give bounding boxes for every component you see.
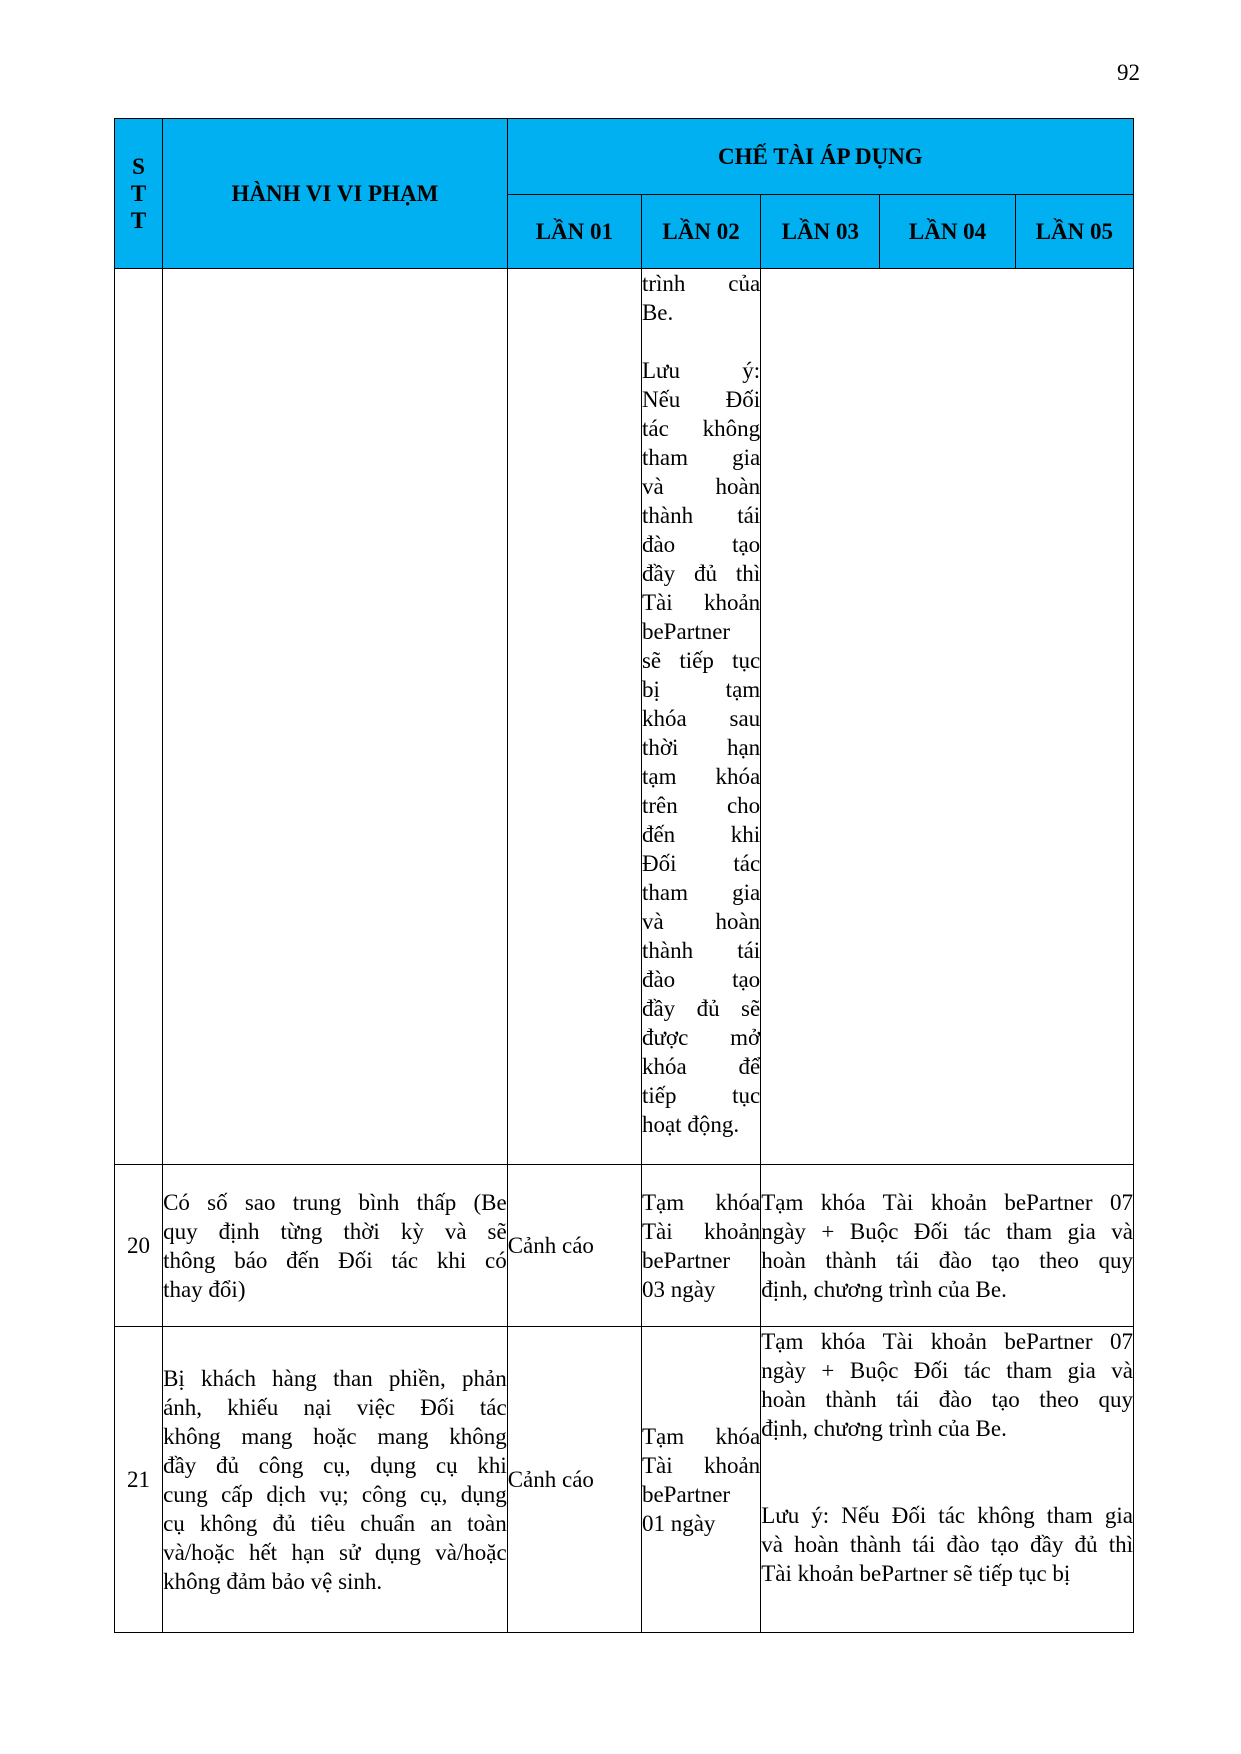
- text-line: và hoàn: [641, 474, 761, 499]
- text-line: tham gia: [641, 445, 761, 470]
- text-line: hoàn thành tái đào tạo theo quy: [761, 1387, 1133, 1412]
- text-line: đến khi: [641, 822, 761, 847]
- header-sanction-group: CHẾ TÀI ÁP DỤNG: [507, 119, 1133, 195]
- text-line: thành tái: [641, 503, 761, 528]
- cell-lan03-05: [761, 1327, 1134, 1633]
- text-line: 01 ngày: [641, 1510, 716, 1536]
- text-line: sẽ tiếp tục: [641, 648, 761, 673]
- text-line: Có số sao trung bình thấp (Be: [163, 1189, 507, 1215]
- text-line: [761, 1443, 1133, 1472]
- text-line: được mở: [641, 1025, 761, 1050]
- text-line: 03 ngày: [641, 1276, 716, 1302]
- text-line: [761, 1472, 1133, 1501]
- text-line: Be.: [641, 300, 674, 325]
- cell-lan02: [641, 1327, 760, 1633]
- cell-lan01-empty: [507, 269, 641, 1165]
- text-line: Lưu ý: Nếu Đối tác không tham gia: [761, 1503, 1133, 1528]
- sanctions-table: [114, 118, 1134, 1633]
- text-line: không mang hoặc mang không: [163, 1423, 507, 1449]
- cell-stt-empty: [115, 269, 163, 1165]
- text-line: đào tạo: [641, 967, 761, 992]
- stt-letter: T: [130, 208, 147, 233]
- stt-letter: T: [130, 181, 147, 206]
- text-line: bePartner: [641, 1247, 731, 1273]
- page-number: 92: [1117, 60, 1140, 85]
- text-line: trên cho: [641, 793, 761, 818]
- cell-lan01: Cảnh cáo: [507, 1165, 641, 1327]
- text-line: Bị khách hàng than phiền, phản: [163, 1365, 507, 1391]
- text-line: khóa để: [641, 1054, 761, 1079]
- text-line: thông báo đến Đối tác khi có: [163, 1247, 507, 1273]
- text-line: Tài khoản: [641, 590, 761, 615]
- text-line: và/hoặc hết hạn sử dụng và/hoặc: [163, 1539, 507, 1565]
- text-line: quy định từng thời kỳ và sẽ: [163, 1218, 507, 1244]
- stt-letter: S: [132, 154, 145, 179]
- text-line: Tài khoản: [641, 1452, 761, 1478]
- text-line: định, chương trình của Be.: [761, 1276, 1007, 1302]
- table-row: [115, 1165, 1134, 1327]
- text-line: Tạm khóa Tài khoản bePartner 07: [761, 1189, 1133, 1215]
- text-line: Tạm khóa: [641, 1189, 761, 1215]
- cell-lan02-continuation: [641, 269, 760, 1165]
- text-line: Tài khoản bePartner sẽ tiếp tục bị: [761, 1561, 1071, 1586]
- text-line: đầy đủ sẽ: [641, 996, 761, 1021]
- text-line: tạm khóa: [641, 764, 761, 789]
- header-lan-01: LẦN 01: [507, 195, 641, 269]
- text-line: cung cấp dịch vụ; công cụ, dụng: [163, 1481, 507, 1507]
- text-line: Tạm khóa: [641, 1423, 761, 1449]
- text-line: thay đổi): [163, 1276, 246, 1302]
- text-line: ngày + Buộc Đối tác tham gia và: [761, 1358, 1133, 1383]
- text-line: Tạm khóa Tài khoản bePartner 07: [761, 1329, 1133, 1354]
- cell-lan01: Cảnh cáo: [507, 1327, 641, 1633]
- header-stt: [115, 119, 163, 269]
- text-line: bePartner: [641, 1481, 731, 1507]
- header-violation: HÀNH VI VI PHẠM: [163, 119, 508, 269]
- text-line: tiếp tục: [641, 1083, 761, 1108]
- text-line: tác không: [641, 416, 761, 441]
- text-line: ngày + Buộc Đối tác tham gia và: [761, 1218, 1133, 1244]
- text-line: Đối tác: [641, 851, 761, 876]
- cell-violation: [163, 1165, 508, 1327]
- header-lan-03: LẦN 03: [761, 195, 880, 269]
- text-line: tham gia: [641, 880, 761, 905]
- text-line: khóa sau: [641, 706, 761, 731]
- text-line: ánh, khiếu nại việc Đối tác: [163, 1394, 507, 1420]
- text-line: không đảm bảo vệ sinh.: [163, 1568, 383, 1594]
- cell-violation: [163, 1327, 508, 1633]
- text-line: bị tạm: [641, 677, 761, 702]
- cell-stt: 21: [115, 1327, 163, 1633]
- text-line: và hoàn: [641, 909, 761, 934]
- text-line: thành tái: [641, 938, 761, 963]
- table-row: [115, 1327, 1134, 1633]
- cell-lan03-05: [761, 1165, 1134, 1327]
- text-line: đầy đủ thì: [641, 561, 761, 586]
- text-line: hoàn thành tái đào tạo theo quy: [761, 1247, 1133, 1273]
- cell-lan02: [641, 1165, 760, 1327]
- cell-violation-empty: [163, 269, 508, 1165]
- cell-stt: 20: [115, 1165, 163, 1327]
- text-line: [642, 327, 760, 356]
- text-line: Tài khoản: [641, 1218, 761, 1244]
- text-line: trình của: [641, 271, 761, 296]
- text-line: đầy đủ công cụ, dụng cụ khi: [163, 1452, 507, 1478]
- header-lan-02: LẦN 02: [641, 195, 760, 269]
- header-lan-05: LẦN 05: [1015, 195, 1133, 269]
- text-line: cụ không đủ tiêu chuẩn an toàn: [163, 1510, 507, 1536]
- text-line: hoạt động.: [641, 1112, 740, 1137]
- cell-lan03-05-empty: [761, 269, 1134, 1165]
- text-line: Nếu Đối: [641, 387, 761, 412]
- text-line: bePartner: [641, 619, 731, 644]
- text-line: thời hạn: [641, 735, 761, 760]
- text-line: đào tạo: [641, 532, 761, 557]
- header-lan-04: LẦN 04: [880, 195, 1015, 269]
- text-line: Lưu ý:: [641, 358, 761, 383]
- text-line: định, chương trình của Be.: [761, 1416, 1007, 1441]
- table-row-continuation: [115, 269, 1134, 1165]
- text-line: và hoàn thành tái đào tạo đầy đủ thì: [761, 1532, 1133, 1557]
